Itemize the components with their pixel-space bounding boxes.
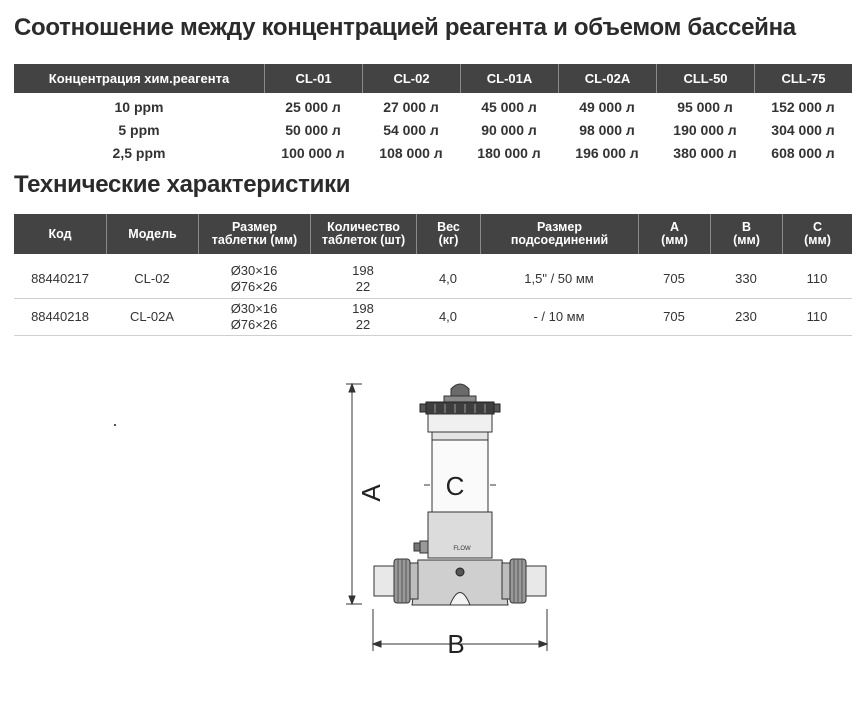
header-model: Модель	[106, 214, 198, 254]
table-cell: 25 000 л	[285, 98, 341, 115]
table-cell: 152 000 л	[771, 98, 835, 115]
table-row	[14, 141, 852, 164]
cell-c: 110	[806, 309, 828, 324]
specs-table	[14, 214, 852, 336]
header-connection	[480, 214, 638, 254]
header-tablet-size-line2: таблетки (мм)	[211, 233, 298, 247]
specs-table-header	[14, 214, 852, 254]
chlorinator-drawing	[340, 375, 570, 665]
cell-tablet-size-1: Ø30×16	[230, 301, 278, 316]
row-label: 5 ppm	[118, 121, 160, 138]
header-cll-75: CLL-75	[754, 64, 852, 93]
header-connection-line1: Размер	[536, 220, 582, 234]
cell-b: 230	[735, 309, 757, 324]
header-weight-line2: (кг)	[438, 233, 459, 247]
header-a-line1: A	[669, 220, 680, 234]
cell-connection: 1,5" / 50 мм	[524, 271, 594, 286]
cell-tablet-size-2: Ø76×26	[230, 317, 278, 332]
cell-tablet-size	[198, 299, 310, 335]
header-tablet-count-line2: таблеток (шт)	[321, 233, 406, 247]
cell-tablet-count	[310, 260, 416, 298]
cell-tablet-size-1: Ø30×16	[230, 263, 278, 278]
table-cell: 98 000 л	[579, 121, 635, 138]
table-cell: 380 000 л	[673, 144, 737, 161]
table-cell: 27 000 л	[383, 98, 439, 115]
table-row	[14, 95, 852, 118]
header-cll-50: CLL-50	[656, 64, 754, 93]
cell-weight: 4,0	[438, 271, 458, 286]
dimension-label-a: A	[356, 484, 386, 502]
cell-weight: 4,0	[438, 309, 458, 324]
header-b	[710, 214, 782, 254]
table-cell: 54 000 л	[383, 121, 439, 138]
table-row	[14, 118, 852, 141]
table-row	[14, 299, 852, 336]
table-cell: 196 000 л	[575, 144, 639, 161]
header-weight	[416, 214, 480, 254]
dimension-label-b: B	[447, 629, 465, 659]
header-tablet-count-line1: Количество	[327, 220, 400, 234]
header-cl-01a: CL-01A	[460, 64, 558, 93]
header-a	[638, 214, 710, 254]
cell-model: CL-02A	[129, 309, 175, 324]
table-cell: 608 000 л	[771, 144, 835, 161]
row-label: 10 ppm	[114, 98, 164, 115]
header-cl-02a: CL-02A	[558, 64, 656, 93]
cell-tablet-size	[198, 260, 310, 298]
header-code: Код	[48, 226, 72, 241]
cell-b: 330	[735, 271, 757, 286]
table-cell: 50 000 л	[285, 121, 341, 138]
header-cl-01: CL-01	[264, 64, 362, 93]
cell-tablet-count-2: 22	[355, 279, 371, 294]
header-tablet-count	[310, 214, 416, 254]
dimension-label-c: C	[445, 471, 465, 501]
header-c-line2: (мм)	[804, 233, 831, 247]
concentration-table	[14, 64, 852, 164]
table-cell: 304 000 л	[771, 121, 835, 138]
row-label: 2,5 ppm	[112, 144, 166, 161]
header-cl-02: CL-02	[362, 64, 460, 93]
header-a-line2: (мм)	[661, 233, 688, 247]
cell-connection: - / 10 мм	[533, 309, 585, 324]
header-connection-line2: подсоединений	[510, 233, 609, 247]
cell-code: 88440218	[31, 309, 89, 324]
table-cell: 45 000 л	[481, 98, 537, 115]
cell-tablet-count	[310, 299, 416, 335]
page-title: Соотношение между концентрацией реагента и объемом бассейна	[14, 14, 796, 41]
cell-tablet-count-2: 22	[355, 317, 371, 332]
stray-dot	[114, 424, 116, 426]
header-tablet-size	[198, 214, 310, 254]
table-row	[14, 260, 852, 299]
header-tablet-size-line1: Размер	[231, 220, 277, 234]
table-cell: 49 000 л	[579, 98, 635, 115]
flow-label: FLOW	[453, 546, 471, 552]
header-c	[782, 214, 852, 254]
specs-title: Технические характеристики	[14, 171, 351, 198]
cell-tablet-count-1: 198	[352, 301, 374, 316]
header-b-line1: B	[741, 220, 752, 234]
cell-a: 705	[663, 309, 685, 324]
table-cell: 180 000 л	[477, 144, 541, 161]
concentration-table-header	[14, 64, 852, 93]
table-cell: 190 000 л	[673, 121, 737, 138]
table-cell: 100 000 л	[281, 144, 345, 161]
cell-tablet-count-1: 198	[352, 263, 374, 278]
cell-model: CL-02	[134, 271, 170, 286]
cell-c: 110	[806, 271, 828, 286]
cell-tablet-size-2: Ø76×26	[230, 279, 278, 294]
cell-a: 705	[663, 271, 685, 286]
header-concentration: Концентрация хим.реагента	[48, 71, 230, 86]
table-cell: 95 000 л	[677, 98, 733, 115]
table-cell: 90 000 л	[481, 121, 537, 138]
header-c-line1: C	[812, 220, 823, 234]
table-cell: 108 000 л	[379, 144, 443, 161]
header-weight-line1: Вес	[437, 220, 460, 234]
cell-code: 88440217	[31, 271, 89, 286]
header-b-line2: (мм)	[733, 233, 760, 247]
